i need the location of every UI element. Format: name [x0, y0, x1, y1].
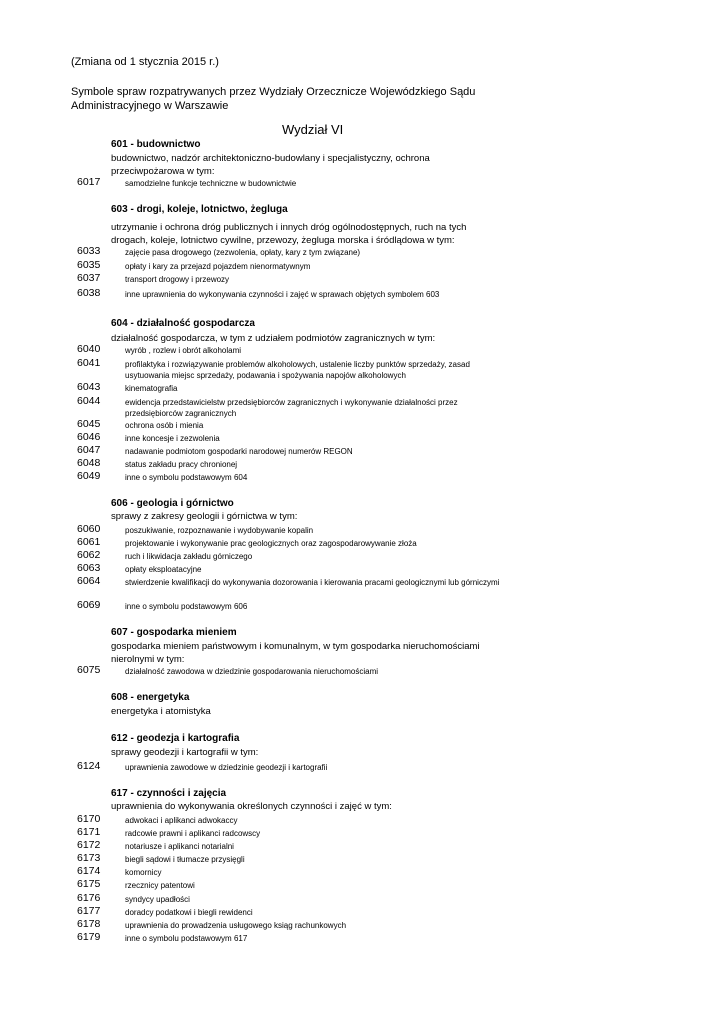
symbol-code: 6043 [77, 381, 101, 393]
symbol-description: status zakładu pracy chronionej [125, 460, 238, 469]
section-description: działalność gospodarcza, w tym z udziałem podmiotów zagranicznych w tym: [111, 333, 436, 344]
symbol-description: uprawnienia do prowadzenia usługowego ksiąg rachunkowych [125, 921, 347, 930]
symbol-description: poszukiwanie, rozpoznawanie i wydobywanie kopalin [125, 526, 314, 535]
symbol-code: 6047 [77, 444, 101, 456]
section-title: 617 - czynności i zajęcia [111, 788, 227, 799]
symbol-description: biegli sądowi i tłumacze przysięgli [125, 855, 245, 864]
symbol-description: ewidencja przedstawicielstw przedsiębiorców zagranicznych i wykonywanie działalności przez przedsiębiorców zagranicznych [125, 398, 458, 418]
symbol-description: rzecznicy patentowi [125, 881, 195, 890]
symbol-code: 6174 [77, 865, 101, 877]
symbol-code: 6035 [77, 259, 101, 271]
symbol-description: radcowie prawni i aplikanci radcowscy [125, 829, 261, 838]
symbol-description: adwokaci i aplikanci adwokaccy [125, 816, 238, 825]
symbol-description: inne o symbolu podstawowym 617 [125, 934, 248, 943]
symbol-description: inne o symbolu podstawowym 604 [125, 473, 248, 482]
section-description: gospodarka mieniem państwowym i komunalnym, w tym gospodarka nieruchomościami nierolnymi w tym: [111, 641, 480, 665]
department-heading: Wydział VI [282, 122, 344, 137]
symbol-description: nadawanie podmiotom gospodarki narodowej numerów REGON [125, 447, 353, 456]
section-description: sprawy z zakresy geologii i górnictwa w tym: [111, 511, 298, 522]
section-description: utrzymanie i ochrona dróg publicznych i innych dróg ogólnodostępnych, ruch na tych drogach, koleje, lotnictwo cywilne, przewozy, żegluga morska i śródlądowa w tym: [111, 222, 467, 246]
section-title: 608 - energetyka [111, 692, 190, 703]
symbol-description: wyrób , rozlew i obrót alkoholami [125, 346, 242, 355]
document-title-line-1: Symbole spraw rozpatrywanych przez Wydziały Orzecznicze Wojewódzkiego Sądu [71, 86, 476, 98]
section-title: 603 - drogi, koleje, lotnictwo, żegluga [111, 204, 288, 215]
symbol-code: 6044 [77, 395, 101, 407]
symbol-description: transport drogowy i przewozy [125, 275, 230, 284]
symbol-description: opłaty i kary za przejazd pojazdem nienormatywnym [125, 262, 311, 271]
symbol-code: 6177 [77, 905, 101, 917]
symbol-code: 6171 [77, 826, 101, 838]
symbol-code: 6049 [77, 470, 101, 482]
symbol-code: 6063 [77, 562, 101, 574]
symbol-code: 6040 [77, 343, 101, 355]
symbol-description: ochrona osób i mienia [125, 421, 204, 430]
symbol-description: inne uprawnienia do wykonywania czynności i zajęć w sprawach objętych symbolem 603 [125, 290, 440, 299]
section-title: 604 - działalność gospodarcza [111, 318, 255, 329]
symbol-code: 6069 [77, 599, 101, 611]
change-note: (Zmiana od 1 stycznia 2015 r.) [71, 56, 219, 68]
symbol-description: działalność zawodowa w dziedzinie gospodarowania nieruchomościami [125, 667, 379, 676]
symbol-description: notariusze i aplikanci notarialni [125, 842, 234, 851]
symbol-code: 6046 [77, 431, 101, 443]
symbol-description: stwierdzenie kwalifikacji do wykonywania dozorowania i kierowania pracami geologicznymi lub górniczymi [125, 578, 500, 587]
symbol-code: 6175 [77, 878, 101, 890]
symbol-code: 6124 [77, 760, 101, 772]
symbol-code: 6041 [77, 357, 101, 369]
symbol-code: 6045 [77, 418, 101, 430]
symbol-description: inne o symbolu podstawowym 606 [125, 602, 248, 611]
section-title: 606 - geologia i górnictwo [111, 498, 234, 509]
section-description: uprawnienia do wykonywania określonych czynności i zajęć w tym: [111, 801, 392, 812]
symbol-code: 6179 [77, 931, 101, 943]
symbol-code: 6172 [77, 839, 101, 851]
symbol-code: 6033 [77, 245, 101, 257]
symbol-code: 6062 [77, 549, 101, 561]
symbol-description: opłaty eksploatacyjne [125, 565, 202, 574]
symbol-description: zajęcie pasa drogowego (zezwolenia, opłaty, kary z tym związane) [125, 248, 361, 257]
symbol-code: 6061 [77, 536, 101, 548]
symbol-code: 6075 [77, 664, 101, 676]
symbol-code: 6178 [77, 918, 101, 930]
symbol-code: 6060 [77, 523, 101, 535]
document-title-line-2: Administracyjnego w Warszawie [71, 100, 229, 112]
symbol-description: profilaktyka i rozwiązywanie problemów alkoholowych, ustalenie liczby punktów sprzedaży, zasad usytuowania miejsc sprzedaży, podawania i spożywania napojów alkoholowych [125, 360, 470, 380]
symbol-description: uprawnienia zawodowe w dziedzinie geodezji i kartografii [125, 763, 328, 772]
symbol-code: 6064 [77, 575, 101, 587]
symbol-code: 6173 [77, 852, 101, 864]
symbol-description: samodzielne funkcje techniczne w budownictwie [125, 179, 297, 188]
section-description: energetyka i atomistyka [111, 706, 211, 717]
symbol-description: ruch i likwidacja zakładu górniczego [125, 552, 253, 561]
symbol-code: 6176 [77, 892, 101, 904]
symbol-description: kinematografia [125, 384, 178, 393]
symbol-description: inne koncesje i zezwolenia [125, 434, 220, 443]
symbol-code: 6048 [77, 457, 101, 469]
section-title: 601 - budownictwo [111, 139, 201, 150]
symbol-code: 6038 [77, 287, 101, 299]
symbol-code: 6170 [77, 813, 101, 825]
section-description: budownictwo, nadzór architektoniczno-budowlany i specjalistyczny, ochrona przeciwpożarowa w tym: [111, 153, 430, 177]
symbol-code: 6037 [77, 272, 101, 284]
section-title: 612 - geodezja i kartografia [111, 733, 240, 744]
symbol-description: syndycy upadłości [125, 895, 190, 904]
symbol-description: komornicy [125, 868, 162, 877]
section-description: sprawy geodezji i kartografii w tym: [111, 747, 259, 758]
section-title: 607 - gospodarka mieniem [111, 627, 237, 638]
symbol-description: doradcy podatkowi i biegli rewidenci [125, 908, 253, 917]
symbol-code: 6017 [77, 176, 101, 188]
symbol-description: projektowanie i wykonywanie prac geologicznych oraz zagospodarowywanie złoża [125, 539, 417, 548]
